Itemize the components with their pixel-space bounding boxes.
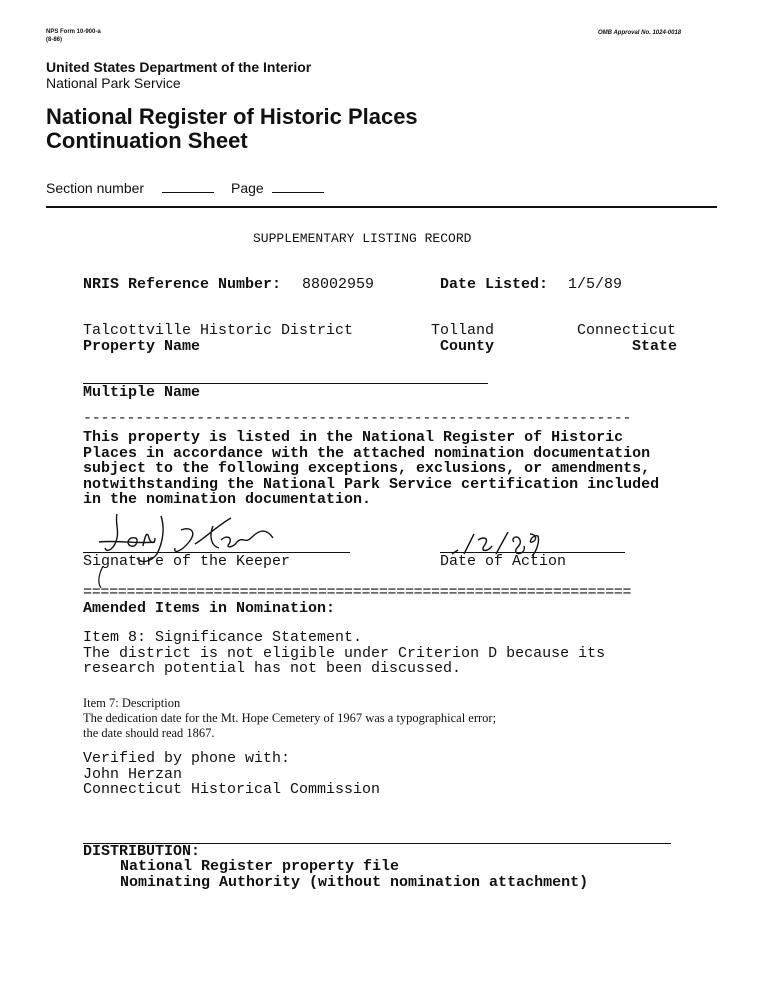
amended-heading: Amended Items in Nomination: bbox=[83, 600, 336, 617]
record-heading: SUPPLEMENTARY LISTING RECORD bbox=[253, 231, 472, 246]
item-8-block bbox=[83, 630, 605, 677]
county-label: County bbox=[440, 338, 495, 355]
multiple-name-label: Multiple Name bbox=[83, 384, 201, 401]
form-revision: (8-86) bbox=[46, 37, 63, 43]
header-rule bbox=[46, 206, 717, 208]
statement-line: notwithstanding the National Park Service certification included bbox=[83, 475, 660, 493]
date-listed-label: Date Listed: bbox=[440, 276, 549, 293]
form-number: NPS Form 10-900-a bbox=[46, 29, 101, 35]
service-name: National Park Service bbox=[46, 75, 181, 91]
double-separator: =============================================================== bbox=[83, 584, 632, 601]
item-8-line: The district is not eligible under Criterion D because its bbox=[83, 644, 606, 662]
verification-line: John Herzan bbox=[83, 765, 183, 783]
statement-line: in the nomination documentation. bbox=[83, 491, 372, 508]
verification-line: Verified by phone with: bbox=[83, 750, 291, 767]
sheet-subtitle: Continuation Sheet bbox=[46, 128, 248, 153]
listing-statement bbox=[83, 430, 659, 508]
item-7-line: Item 7: Description bbox=[83, 696, 181, 710]
dashed-separator: --------------------------------------------------------------- bbox=[83, 410, 632, 427]
page-field bbox=[272, 178, 324, 193]
section-number-field bbox=[162, 178, 214, 193]
section-number-label: Section number bbox=[46, 180, 145, 196]
county-value: Tolland bbox=[431, 322, 495, 339]
state-label: State bbox=[632, 338, 678, 355]
distribution-heading: DISTRIBUTION: bbox=[83, 843, 201, 860]
distribution-item: National Register property file bbox=[120, 858, 400, 875]
omb-approval: OMB Approval No. 1024-0018 bbox=[598, 30, 682, 36]
verification-line: Connecticut Historical Commission bbox=[83, 781, 381, 798]
statement-line: subject to the following exceptions, exclusions, or amendments, bbox=[83, 460, 651, 477]
property-name-label: Property Name bbox=[83, 338, 201, 355]
nris-label: NRIS Reference Number: bbox=[83, 276, 282, 293]
item-7-line: the date should read 1867. bbox=[83, 726, 215, 740]
nris-value: 88002959 bbox=[302, 276, 375, 293]
date-of-action-label: Date of Action bbox=[440, 553, 567, 570]
statement-line: This property is listed in the National Register of Historic bbox=[83, 429, 624, 446]
property-name: Talcottville Historic District bbox=[83, 322, 354, 339]
state-value: Connecticut bbox=[577, 322, 677, 339]
date-listed-value: 1/5/89 bbox=[568, 276, 623, 293]
distribution-item: Nominating Authority (without nomination attachment) bbox=[120, 874, 589, 891]
verification-block bbox=[83, 751, 380, 798]
item-8-line: Item 8: Significance Statement. bbox=[83, 629, 363, 646]
department-name: United States Department of the Interior bbox=[46, 59, 312, 75]
item-7-block bbox=[83, 696, 496, 741]
page-label: Page bbox=[231, 180, 264, 196]
statement-line: Places in accordance with the attached nomination documentation bbox=[83, 444, 651, 462]
sheet-title: National Register of Historic Places bbox=[46, 104, 418, 129]
signature-label: Signature of the Keeper bbox=[83, 553, 291, 570]
item-7-line: The dedication date for the Mt. Hope Cemetery of 1967 was a typographical error; bbox=[83, 711, 497, 725]
item-8-line: research potential has not been discussed. bbox=[83, 660, 462, 677]
